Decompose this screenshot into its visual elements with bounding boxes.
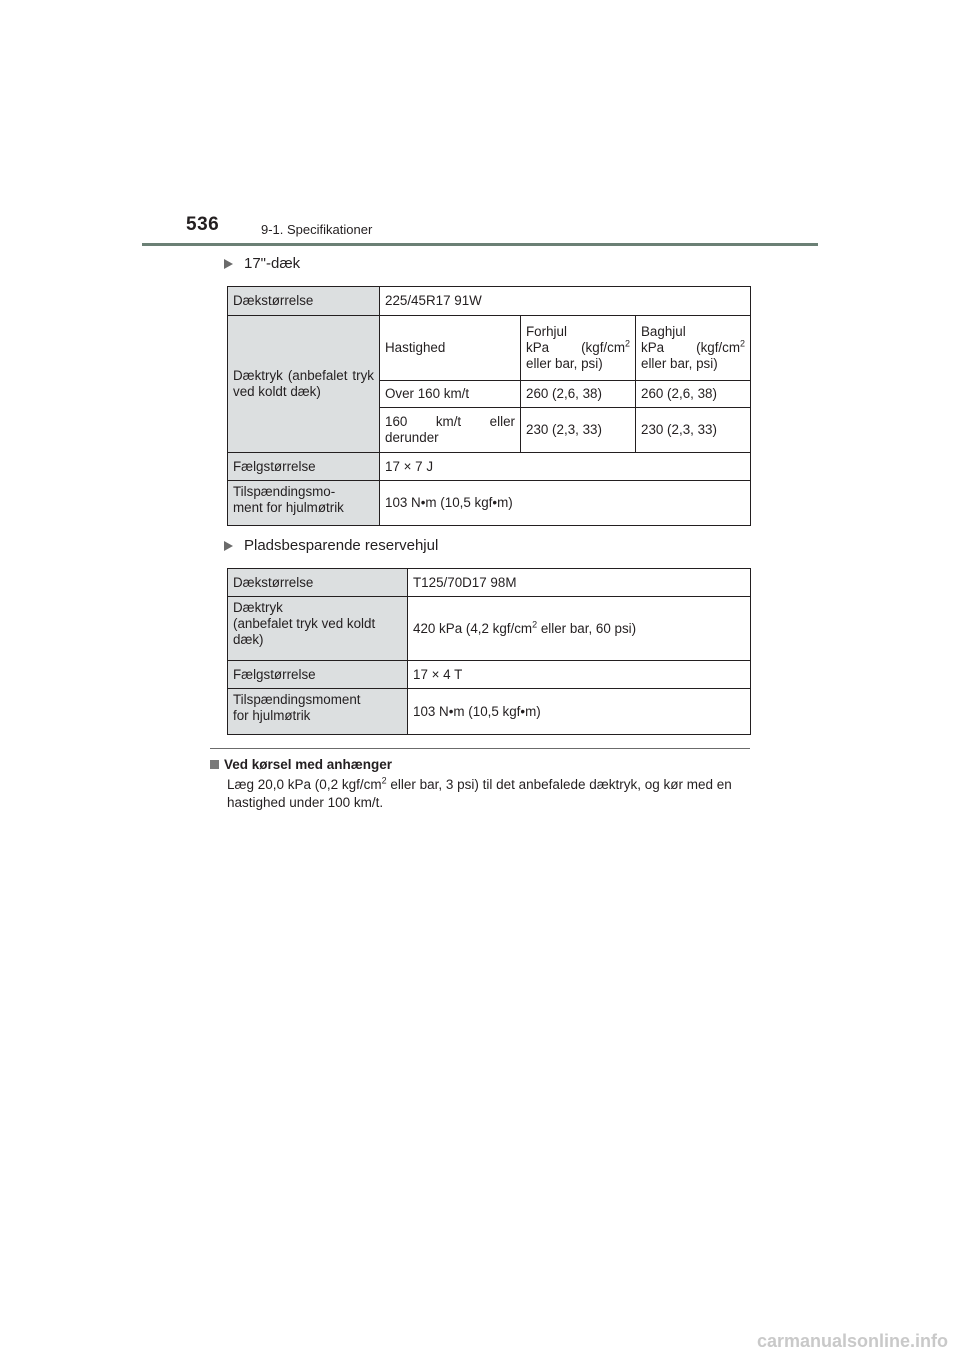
table-row — [228, 661, 751, 689]
header-rule — [142, 243, 818, 246]
torque-label — [228, 481, 380, 526]
torque-value: 103 N•m (10,5 kgf•m) — [380, 481, 751, 526]
front-header-line3: eller bar, psi) — [526, 356, 603, 371]
table-row — [228, 569, 751, 597]
rim-label: Fælgstørrelse — [228, 453, 380, 481]
section-title: 9-1. Specifikationer — [261, 222, 373, 237]
front-header-unit: kPa (kgf/cm — [526, 340, 625, 355]
rear-header-unit: kPa (kgf/cm — [641, 340, 740, 355]
page-number: 536 — [186, 214, 220, 235]
tire17-heading-text: 17"-dæk — [244, 255, 301, 272]
note-title — [210, 757, 392, 772]
front-header-sup: 2 — [624, 338, 630, 349]
pressure-label-text: Dæktryk (anbefalet tryk ved koldt dæk) — [233, 368, 374, 399]
note-divider — [210, 748, 750, 749]
triangle-bullet-icon — [224, 259, 233, 269]
spare-pressure-value — [408, 597, 751, 661]
tire17-spec-table — [227, 286, 751, 526]
note-title-text: Ved kørsel med anhænger — [224, 757, 393, 772]
spare-pressure-value-a: 420 kPa (4,2 kgf/cm — [413, 620, 533, 636]
rear-header-line1: Baghjul — [641, 324, 686, 339]
spare-pressure-value-b: eller bar, 60 psi) — [537, 620, 637, 636]
row1-speed: Over 160 km/t — [380, 381, 521, 408]
rear-header-sup: 2 — [740, 338, 746, 349]
rear-header-line3: eller bar, psi) — [641, 356, 718, 371]
square-bullet-icon — [210, 760, 219, 769]
rim-value: 17 × 7 J — [380, 453, 751, 481]
table-row — [228, 689, 751, 735]
tire17-heading — [220, 255, 300, 272]
spare-pressure-line1: Dæktryk — [233, 600, 283, 615]
spare-rim-label: Fælgstørrelse — [228, 661, 408, 689]
row2-speed-text: 160 km/t eller derunder — [385, 414, 515, 445]
table-row — [228, 481, 751, 526]
spare-heading-text: Pladsbesparende reservehjul — [244, 537, 439, 554]
front-header-line1: Forhjul — [526, 324, 567, 339]
watermark: carmanualsonline.info — [756, 1331, 948, 1351]
table-row — [228, 453, 751, 481]
spare-rim-value: 17 × 4 T — [408, 661, 751, 689]
size-label: Dækstørrelse — [228, 287, 380, 316]
spare-torque-line2: for hjulmøtrik — [233, 708, 311, 723]
spare-heading — [220, 537, 438, 554]
table-row — [228, 287, 751, 316]
spare-pressure-label — [228, 597, 408, 661]
speed-header: Hastighed — [380, 316, 521, 381]
row2-speed — [380, 408, 521, 453]
spare-spec-table — [227, 568, 751, 735]
front-header-line2 — [526, 340, 630, 356]
spare-torque-line1: Tilspændingsmoment — [233, 692, 361, 707]
row2-front: 230 (2,3, 33) — [521, 408, 636, 453]
row1-rear: 260 (2,6, 38) — [636, 381, 751, 408]
pressure-label — [228, 316, 380, 453]
rear-header-line2 — [641, 340, 745, 356]
row1-front: 260 (2,6, 38) — [521, 381, 636, 408]
rear-header — [636, 316, 751, 381]
note-body — [227, 776, 751, 812]
spare-size-label: Dækstørrelse — [228, 569, 408, 597]
spare-pressure-line3: dæk) — [233, 632, 264, 647]
spare-pressure-line2: (anbefalet tryk ved koldt — [233, 616, 376, 631]
table-row — [228, 316, 751, 381]
spare-torque-value: 103 N•m (10,5 kgf•m) — [408, 689, 751, 735]
torque-label-line1: Tilspændingsmo- — [233, 484, 336, 499]
note-body-sup: 2 — [381, 775, 387, 786]
spare-torque-label — [228, 689, 408, 735]
spare-size-value: T125/70D17 98M — [408, 569, 751, 597]
note-body-a: Læg 20,0 kPa (0,2 kgf/cm — [227, 777, 382, 792]
size-value: 225/45R17 91W — [380, 287, 751, 316]
spare-pressure-sup: 2 — [532, 619, 538, 630]
triangle-bullet-icon — [224, 541, 233, 551]
front-header — [521, 316, 636, 381]
row2-rear: 230 (2,3, 33) — [636, 408, 751, 453]
torque-label-line2: ment for hjulmøtrik — [233, 500, 344, 515]
note-body-b: eller bar, 3 psi) til det anbefalede dæktryk, og kør med en hastighed under 100 km/t. — [227, 777, 732, 810]
table-row — [228, 597, 751, 661]
